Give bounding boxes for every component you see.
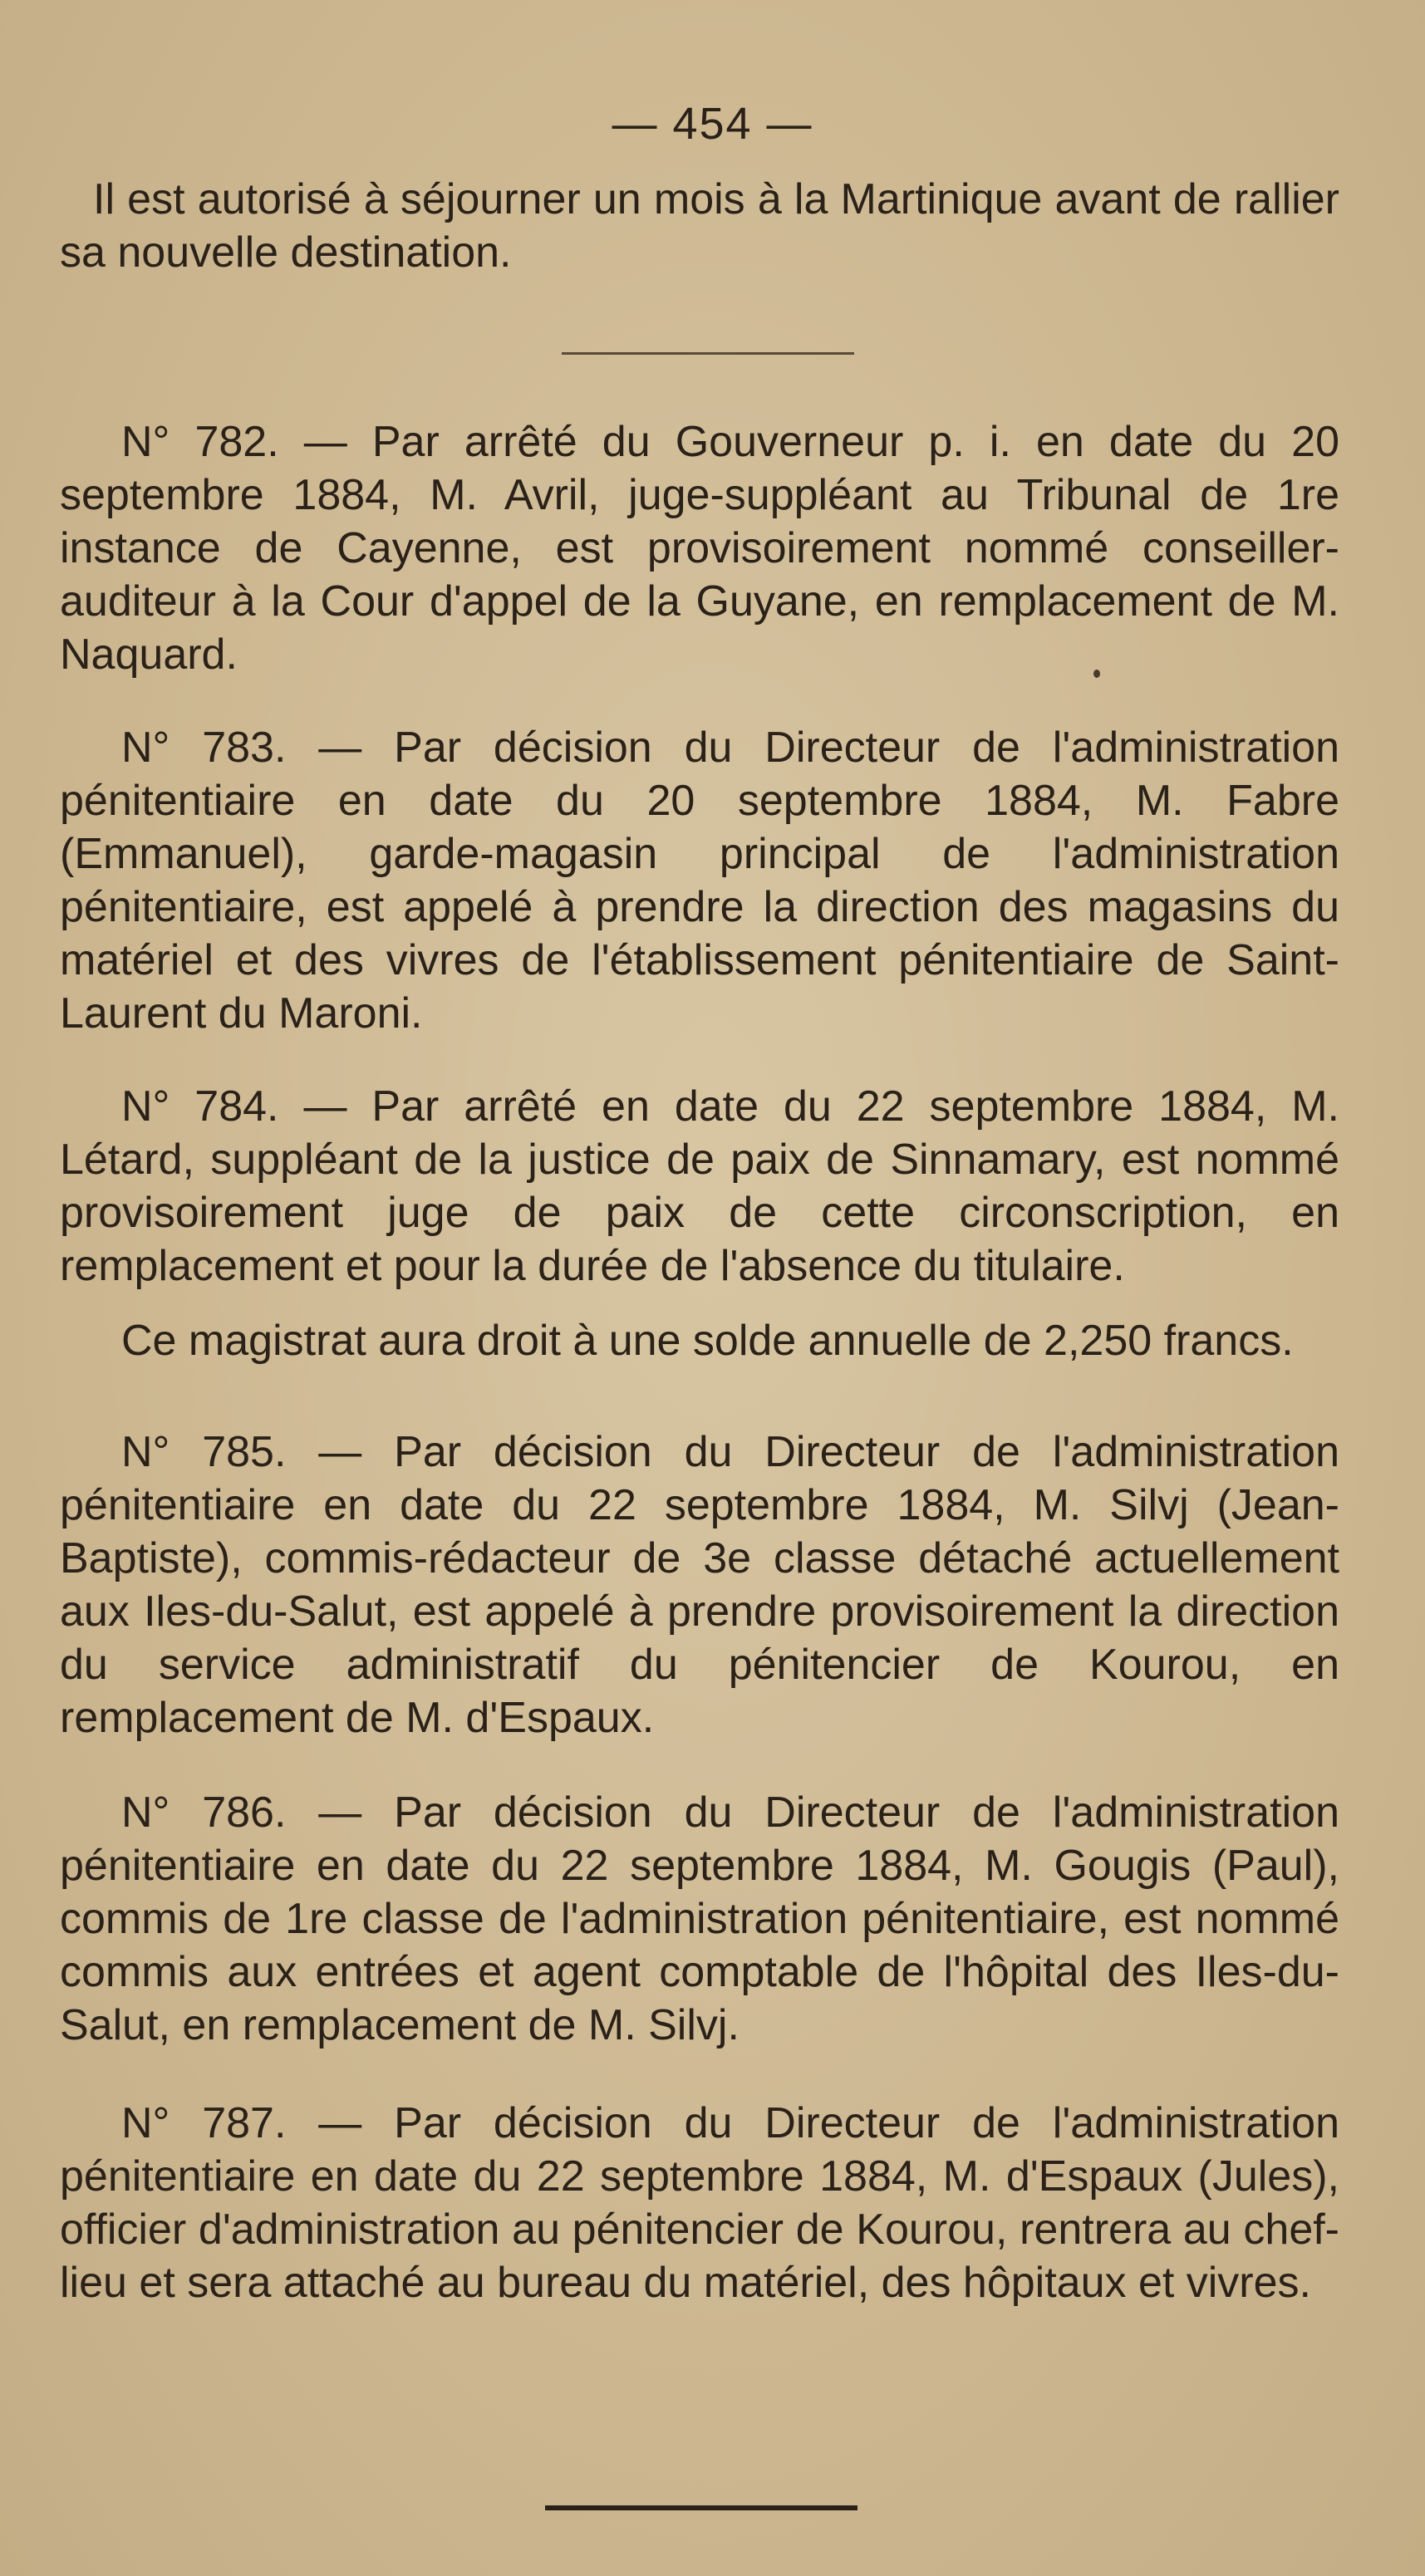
paragraph-text: N° 786. — Par décision du Directeur de l'administration pénitentiaire en date du 22 septembre 1884, M. Gougis (Paul), commis de 1re classe de l'administration pénitentiaire, est nommé commis aux entrées et agent comptable de l'hôpital des Iles-du-Salut, en remplacement de M. Silvj. bbox=[60, 1788, 1339, 2049]
paragraph-text: Ce magistrat aura droit à une solde annuelle de 2,250 francs. bbox=[121, 1317, 1294, 1365]
section-divider bbox=[562, 352, 854, 355]
closing-rule bbox=[545, 2505, 857, 2510]
paragraph-783 bbox=[60, 721, 1339, 1040]
paragraph-text: Il est autorisé à séjourner un mois à la Martinique avant de rallier sa nouvelle destination. bbox=[60, 175, 1339, 277]
paragraph-text: N° 783. — Par décision du Directeur de l'administration pénitentiaire en date du 20 septembre 1884, M. Fabre (Emmanuel), garde-magasin principal de l'administration pénitentiaire, est appelé à prendre la direction des magasins du matériel et des vivres de l'établissement pénitentiaire de Saint-Laurent du Maroni. bbox=[60, 724, 1339, 1038]
paragraph-intro bbox=[60, 173, 1339, 279]
paragraph-text: N° 782. — Par arrêté du Gouverneur p. i. en date du 20 septembre 1884, M. Avril, juge-suppléant au Tribunal de 1re instance de Cayenne, est provisoirement nommé conseiller-auditeur à la Cour d'appel de la Guyane, en remplacement de M. Naquard. bbox=[60, 418, 1339, 679]
paragraph-text: N° 787. — Par décision du Directeur de l'administration pénitentiaire en date du 22 septembre 1884, M. d'Espaux (Jules), officier d'administration au pénitencier de Kourou, rentrera au chef-lieu et sera attaché au bureau du matériel, des hôpitaux et vivres. bbox=[60, 2099, 1339, 2307]
paragraph-787 bbox=[60, 2097, 1339, 2309]
paragraph-784-note bbox=[60, 1314, 1339, 1367]
paragraph-782 bbox=[60, 415, 1339, 681]
paragraph-text: N° 785. — Par décision du Directeur de l'administration pénitentiaire en date du 22 septembre 1884, M. Silvj (Jean-Baptiste), commis-rédacteur de 3e classe détaché actuellement aux Iles-du-Salut, est appelé à prendre provisoirement la direction du service administratif du pénitencier de Kourou, en remplacement de M. d'Espaux. bbox=[60, 1428, 1339, 1742]
ink-speck bbox=[1093, 670, 1100, 678]
paragraph-786 bbox=[60, 1786, 1339, 2052]
page-number: — 454 — bbox=[612, 99, 813, 149]
paragraph-784 bbox=[60, 1080, 1339, 1293]
paragraph-text: N° 784. — Par arrêté en date du 22 septembre 1884, M. Létard, suppléant de la justice de paix de Sinnamary, est nommé provisoirement juge de paix de cette circonscription, en remplacement et pour la durée de l'absence du titulaire. bbox=[60, 1082, 1339, 1290]
paragraph-785 bbox=[60, 1425, 1339, 1744]
